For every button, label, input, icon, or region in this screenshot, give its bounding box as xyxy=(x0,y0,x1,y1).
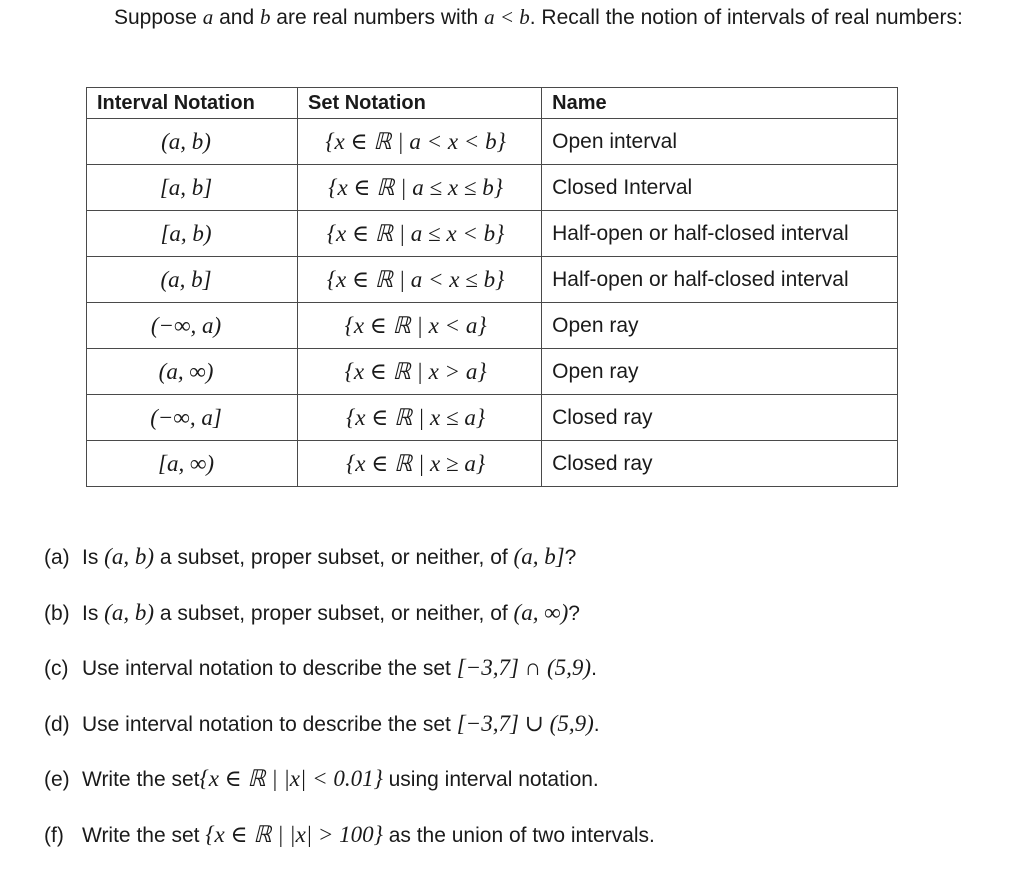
header-name: Name xyxy=(542,88,898,119)
question-text: ? xyxy=(568,601,580,625)
intro-text-2: and xyxy=(213,6,260,29)
question-item xyxy=(44,536,655,592)
question-text: . xyxy=(593,712,600,736)
set-notation-cell: {x ∈ ℝ | a < x < b} xyxy=(298,119,542,165)
interval-notation-cell: (−∞, a) xyxy=(87,303,298,349)
table-row xyxy=(87,303,898,349)
name-cell: Closed ray xyxy=(542,395,898,441)
question-text: a subset, proper subset, or neither, of xyxy=(154,546,514,569)
set-notation-cell: {x ∈ ℝ | x < a} xyxy=(298,303,542,349)
question-math: (a, b] xyxy=(513,544,565,569)
question-item xyxy=(44,592,655,648)
question-label: (d) xyxy=(44,712,70,736)
table-header-row xyxy=(87,88,898,119)
interval-notation-cell: [a, ∞) xyxy=(87,441,298,487)
question-text: Write the set xyxy=(82,823,206,847)
intro-paragraph xyxy=(44,0,974,35)
set-notation-cell: {x ∈ ℝ | a ≤ x < b} xyxy=(298,211,542,257)
question-label: (b) xyxy=(44,601,70,625)
interval-notation-cell: (a, b] xyxy=(87,257,298,303)
question-item xyxy=(44,647,655,703)
question-label: (a) xyxy=(44,546,70,569)
interval-notation-cell: (a, b) xyxy=(87,119,298,165)
question-text: . xyxy=(591,657,597,681)
intro-text-1: Suppose xyxy=(114,6,203,29)
set-notation-cell: {x ∈ ℝ | x ≥ a} xyxy=(298,441,542,487)
question-math: {x ∈ ℝ | |x| < 0.01} xyxy=(199,766,383,792)
question-item xyxy=(44,758,655,814)
intro-text-3: are real numbers with xyxy=(270,6,485,29)
set-notation-cell: {x ∈ ℝ | x > a} xyxy=(298,349,542,395)
name-cell: Closed Interval xyxy=(542,165,898,211)
header-set-notation: Set Notation xyxy=(298,88,542,119)
table-row xyxy=(87,395,898,441)
question-label: (c) xyxy=(44,657,69,681)
question-label: (f) xyxy=(44,823,64,847)
name-cell: Half-open or half-closed interval xyxy=(542,211,898,257)
question-text: using interval notation. xyxy=(382,768,599,792)
question-text: ? xyxy=(564,546,577,569)
table-row xyxy=(87,257,898,303)
name-cell: Closed ray xyxy=(542,441,898,487)
header-interval-notation: Interval Notation xyxy=(87,88,298,119)
table-row xyxy=(87,119,898,165)
question-math: {x ∈ ℝ | |x| > 100} xyxy=(205,821,383,847)
interval-notation-cell: (a, ∞) xyxy=(87,349,298,395)
question-math: (a, b) xyxy=(104,599,154,625)
intro-text-4: . Recall the notion of intervals of real numbers: xyxy=(529,6,963,29)
set-notation-cell: {x ∈ ℝ | a ≤ x ≤ b} xyxy=(298,165,542,211)
question-text: as the union of two intervals. xyxy=(382,823,655,847)
questions-list xyxy=(44,536,655,870)
question-text: Is xyxy=(82,601,105,625)
name-cell: Half-open or half-closed interval xyxy=(542,257,898,303)
name-cell: Open ray xyxy=(542,303,898,349)
var-b: b xyxy=(259,5,271,29)
question-math: [−3,7] ∩ (5,9) xyxy=(456,655,592,681)
question-item xyxy=(44,703,655,759)
table-row xyxy=(87,441,898,487)
set-notation-cell: {x ∈ ℝ | x ≤ a} xyxy=(298,395,542,441)
var-a: a xyxy=(202,5,214,29)
name-cell: Open interval xyxy=(542,119,898,165)
question-text: a subset, proper subset, or neither, of xyxy=(154,601,514,625)
question-math: (a, ∞) xyxy=(513,599,569,625)
question-text: Is xyxy=(82,546,105,569)
interval-notation-cell: [a, b) xyxy=(87,211,298,257)
question-item xyxy=(44,814,655,870)
name-cell: Open ray xyxy=(542,349,898,395)
question-label: (e) xyxy=(44,768,70,792)
interval-notation-cell: (−∞, a] xyxy=(87,395,298,441)
table-body xyxy=(87,119,898,487)
question-math: (a, b) xyxy=(104,544,154,569)
intervals-table xyxy=(86,87,898,487)
question-text: Use interval notation to describe the set xyxy=(82,712,457,736)
table-row xyxy=(87,349,898,395)
set-notation-cell: {x ∈ ℝ | a < x ≤ b} xyxy=(298,257,542,303)
table-row xyxy=(87,211,898,257)
question-text: Use interval notation to describe the set xyxy=(82,657,457,681)
interval-notation-cell: [a, b] xyxy=(87,165,298,211)
inequality: a < b xyxy=(484,5,530,29)
question-text: Write the set xyxy=(82,768,200,792)
question-math: [−3,7] ∪ (5,9) xyxy=(456,710,594,736)
table-row xyxy=(87,165,898,211)
